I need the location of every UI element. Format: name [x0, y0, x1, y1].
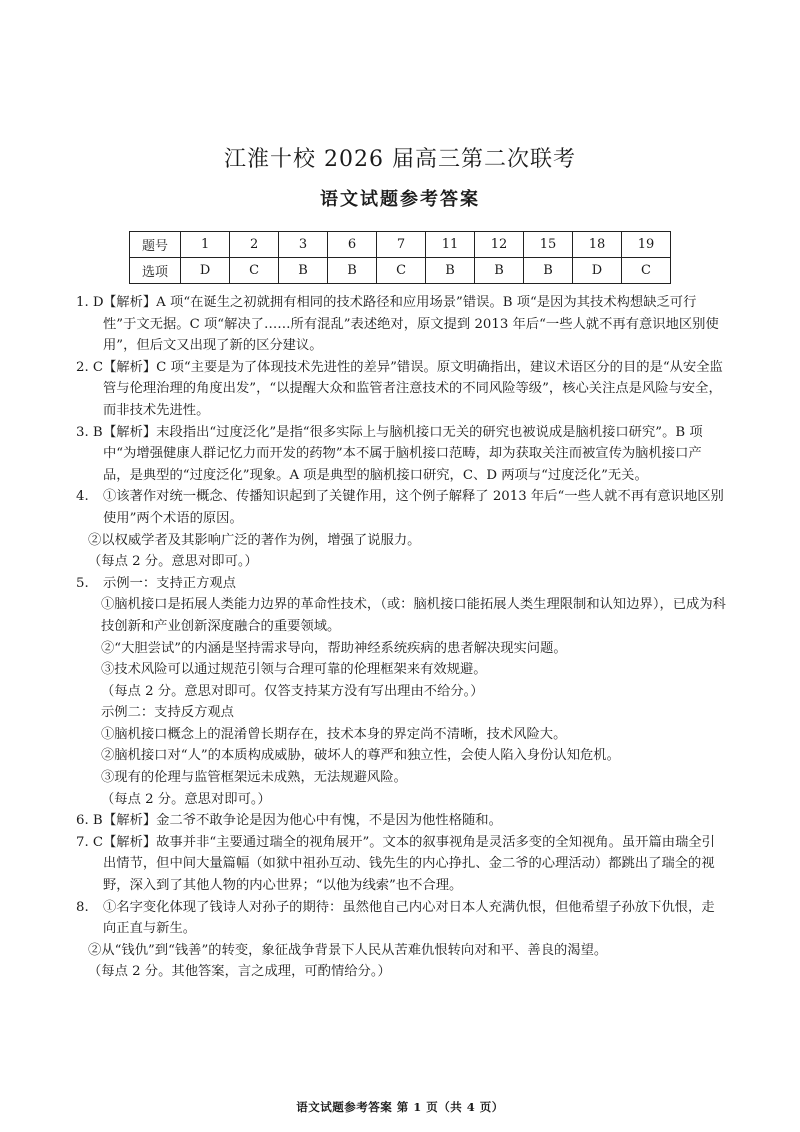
item-number: 6. B: [76, 813, 103, 829]
option-cell: B: [279, 258, 328, 284]
example-heading: 示例二：支持反方观点: [101, 705, 234, 721]
answer-item-1: [76, 292, 726, 357]
answer-item-5: [76, 573, 726, 811]
question-number-row: [130, 232, 671, 258]
option-cell: C: [230, 258, 279, 284]
item-point: ①脑机接口是拓展人类能力边界的革命性技术，（或：脑机接口能拓展人类生理限制和认知边界），已成为科技创新和产业创新深度融合的重要领域。: [101, 597, 726, 634]
item-number: 4.: [76, 489, 89, 505]
item-explanation: 【解析】末段指出“过度泛化”是指“很多实际上与脑机接口无关的研究也被说成是脑机接口研究”。B 项中“为增强健康人群记忆力而开发的药物”本不属于脑机接口范畴，却为获取关注而被宣传为脑机接口产品，是典型的“过度泛化”现象。A 项是典型的脑机接口研究，C、D 两项与“过度泛化”无关。: [103, 424, 703, 483]
answer-item-6: [76, 810, 726, 832]
question-cell: 1: [181, 232, 230, 258]
item-number: 2. C: [76, 359, 104, 375]
question-cell: 7: [377, 232, 426, 258]
example-heading: 示例一：支持正方观点: [103, 575, 236, 591]
item-explanation: 【解析】A 项“在诞生之初就拥有相同的技术路径和应用场景”错误。B 项“是因为其技术构想缺乏可行性”于文无据。C 项“解决了……所有混乱”表述绝对，原文提到 2013 年后“一些人就不再有意识地区别使用”，但后文又出现了新的区分建议。: [103, 295, 719, 354]
page-title: 江淮十校 2026 届高三第二次联考: [224, 147, 576, 172]
question-cell: 18: [572, 232, 621, 258]
question-cell: 11: [426, 232, 475, 258]
option-cell: C: [377, 258, 426, 284]
option-cell: D: [572, 258, 621, 284]
item-point: ③技术风险可以通过规范引领与合理可靠的伦理框架来有效规避。: [101, 662, 487, 678]
question-cell: 3: [279, 232, 328, 258]
option-cell: B: [524, 258, 573, 284]
item-explanation: 【解析】C 项“主要是为了体现技术先进性的差异”错误。原文明确指出，建议术语区分的目的是“从安全监管与伦理治理的角度出发”，“以提醒大众和监管者注意技术的不同风险等级”，核心关注点是风险与安全，而非技术先进性。: [103, 359, 723, 418]
item-point: ②以权威学者及其影响广泛的著作为例，增强了说服力。: [88, 532, 421, 548]
answer-item-4: [76, 486, 726, 572]
question-cell: 15: [524, 232, 573, 258]
question-cell: 19: [621, 232, 670, 258]
item-explanation: 【解析】故事并非“主要通过瑞全的视角展开”。文本的叙事视角是灵活多变的全知视角。虽开篇由瑞全引出情节，但中间大量篇幅（如狱中祖孙互动、钱先生的内心挣扎、金二爷的心理活动）都跳出了瑞全的视野，深入到了其他人物的内心世界；“以他为线索”也不合理。: [103, 834, 715, 894]
item-number: 7. C: [76, 834, 104, 850]
page-footer: 语文试题参考答案 第 1 页（共 4 页）: [296, 1100, 504, 1114]
row-label-question: 题号: [130, 232, 181, 258]
item-point: ②脑机接口对“人”的本质构成威胁，破坏人的尊严和独立性，会使人陷入身份认知危机。: [101, 748, 620, 764]
question-cell: 12: [475, 232, 524, 258]
scoring-note: （每点 2 分。意思对即可。仅答支持某方没有写出理由不给分。）: [101, 683, 484, 699]
scoring-note: （每点 2 分。意思对即可。）: [88, 554, 258, 570]
page-subtitle: 语文试题参考答案: [320, 189, 480, 210]
scoring-note: （每点 2 分。意思对即可。）: [101, 791, 271, 807]
item-point: ②从“钱仇”到“钱善”的转变，象征战争背景下人民从苦难仇恨转向对和平、善良的渴望。: [88, 942, 608, 958]
answer-item-8: [76, 897, 726, 983]
answer-item-7: [76, 832, 726, 897]
item-point: ①名字变化体现了钱诗人对孙子的期待：虽然他自己内心对日本人充满仇恨，但他希望子孙放下仇恨，走向正直与新生。: [103, 899, 715, 937]
option-cell: B: [426, 258, 475, 284]
answer-table: [129, 231, 671, 284]
item-number: 1. D: [76, 295, 104, 310]
answer-item-3: [76, 422, 726, 487]
item-point: ②“大胆尝试”的内涵是坚持需求导向，帮助神经系统疾病的患者解决现实问题。: [101, 640, 567, 656]
option-cell: B: [328, 258, 377, 284]
item-explanation: 【解析】金二爷不敢争论是因为他心中有愧，不是因为他性格随和。: [103, 813, 502, 829]
option-cell: C: [621, 258, 670, 284]
item-number: 8.: [76, 899, 89, 915]
row-label-option: 选项: [130, 258, 181, 284]
answer-item-2: [76, 357, 726, 422]
answer-option-row: [130, 258, 671, 284]
option-cell: B: [475, 258, 524, 284]
scoring-note: （每点 2 分。其他答案，言之成理，可酌情给分。）: [88, 964, 391, 980]
answer-explanations: [76, 292, 726, 983]
item-number: 5.: [76, 575, 89, 591]
item-number: 3. B: [76, 424, 103, 440]
item-point: ①该著作对统一概念、传播知识起到了关键作用，这个例子解释了 2013 年后“一些人就不再有意识地区别使用”两个术语的原因。: [103, 489, 724, 526]
question-cell: 2: [230, 232, 279, 258]
option-cell: D: [181, 258, 230, 284]
item-point: ③现有的伦理与监管框架远未成熟，无法规避风险。: [101, 770, 407, 786]
question-cell: 6: [328, 232, 377, 258]
item-point: ①脑机接口概念上的混淆曾长期存在，技术本身的界定尚不清晰，技术风险大。: [101, 726, 567, 742]
